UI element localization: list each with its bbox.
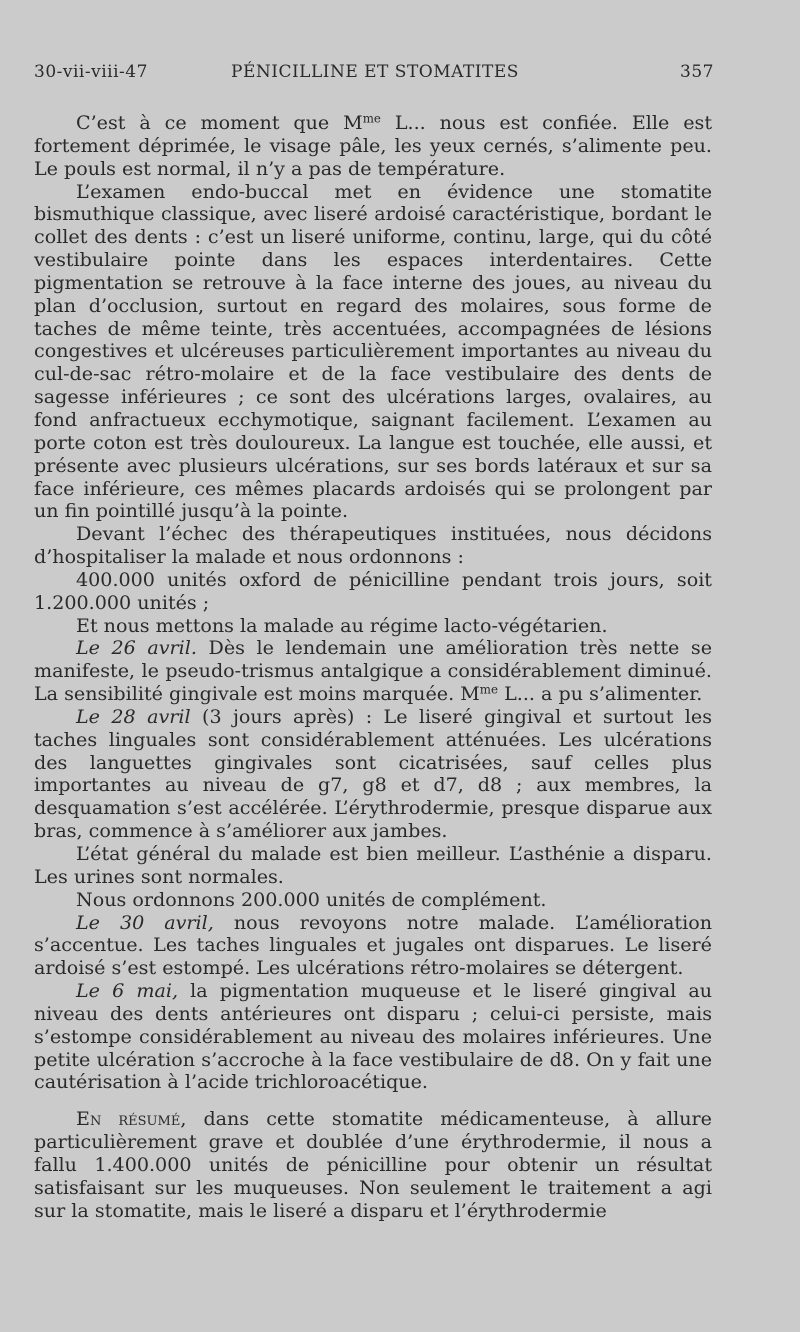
paragraph-7 — [34, 706, 712, 843]
paragraph-12-text: dans cette stomatite médicamenteuse, à allure particulièrement grave et doublée d’une érythrodermie, il nous a fallu 1.400.000 unités de pénicilline pour obtenir un résultat satisfaisant sur les muqueuses. Non seulement le traitement a agi sur la stomatite, mais le liseré a disparu et l’érythrodermie — [34, 1107, 712, 1222]
paragraph-11 — [34, 980, 712, 1094]
madame-abbrev: me — [479, 682, 498, 697]
date-26-april: Le 26 avril. — [76, 636, 197, 660]
paragraph-12 — [34, 1108, 712, 1222]
paragraph-8: L’état général du malade est bien meilleur. L’asthénie a disparu. Les urines sont normales. — [34, 842, 712, 888]
date-30-april: Le 30 avril, — [76, 910, 214, 934]
paragraph-1: C’est à ce moment que $M^{me}$ L... nous est confiée. Elle est fortement déprimée, le visage pâle, les yeux cernés, s’alimente peu. Le pouls est normal, il n’y a pas de température. — [34, 111, 712, 180]
paragraph-7-text: (3 jours après) : Le liseré gingival et surtout les taches linguales sont considérablement atténuées. Les ulcérations des languettes gingivales sont cicatrisées, sauf celles plus importantes au niveau de g7, g8 et d7, d8 ; aux membres, la desquamation s’est accélérée. L’érythrodermie, presque disparue aux bras, commence à s’améliorer aux jambes. — [34, 704, 712, 843]
paragraph-3: Devant l’échec des thérapeutiques instituées, nous décidons d’hospitaliser la malade et nous ordonnons : — [34, 522, 712, 569]
paragraph-6-text: Dès le lendemain une amélioration très nette se manifeste, le pseudo-trismus antalgique a considérablement diminué. La sensibilité gingivale est moins marquée. $M^{me}$ L... a pu s’alimenter. — [34, 636, 713, 706]
header-title: PÉNICILLINE ET STOMATITES — [231, 62, 519, 82]
paragraph-4: 400.000 unités oxford de pénicilline pendant trois jours, soit 1.200.000 unités ; — [34, 567, 712, 614]
madame-abbrev: me — [362, 111, 381, 126]
date-28-april: Le 28 avril — [76, 704, 191, 728]
running-header — [34, 62, 714, 88]
summary-lead: En résumé, — [76, 1107, 187, 1131]
paragraph-5: Et nous mettons la malade au régime lacto-végétarien. — [76, 613, 608, 637]
date-6-may: Le 6 mai, — [76, 979, 179, 1003]
body-text — [34, 112, 712, 1223]
paragraph-9: Nous ordonnons 200.000 unités de complément. — [76, 887, 547, 911]
header-date: 30-vii-viii-47 — [34, 62, 148, 82]
paragraph-10 — [34, 912, 712, 981]
page-number: 357 — [680, 62, 714, 82]
paragraph-10-text: nous revoyons notre malade. L’amélioration s’accentue. Les taches linguales et jugales ont disparues. Le liseré ardoisé s’est estompé. Les ulcérations rétro-molaires se détergent. — [34, 910, 712, 980]
paragraph-6 — [34, 637, 712, 706]
paragraph-11-text: la pigmentation muqueuse et le liseré gingival au niveau des dents antérieures ont disparu ; celui-ci persiste, mais s’estompe considérablement au niveau des molaires inférieures. Une petite ulcération s’accroche à la face vestibulaire de d8. On y fait une cautérisation à l’acide trichloroacétique. — [34, 979, 712, 1094]
paragraph-2: L’examen endo-buccal met en évidence une stomatite bismuthique classique, avec liseré ardoisé caractéristique, bordant le collet des dents : c’est un liseré uniforme, continu, large, qui du côté vestibulaire pointe dans les espaces interdentaires. Cette pigmentation se retrouve à la face interne des joues, au niveau du plan d’occlusion, surtout en regard des molaires, sous forme de taches de même teinte, très accentuées, accompagnées de lésions congestives et ulcéreuses particulièrement importantes au niveau du cul-de-sac rétro-molaire et de la face vestibulaire des dents de sagesse inférieures ; ce sont des ulcérations larges, ovalaires, au fond anfractueux ecchymotique, saignant facilement. L’examen au porte coton est très douloureux. La langue est touchée, elle aussi, et présente avec plusieurs ulcérations, sur ses bords latéraux et sur sa face inférieure, ces mêmes placards ardoisés qui se prolongent par un fin pointillé jusqu’à la pointe. — [34, 179, 712, 523]
